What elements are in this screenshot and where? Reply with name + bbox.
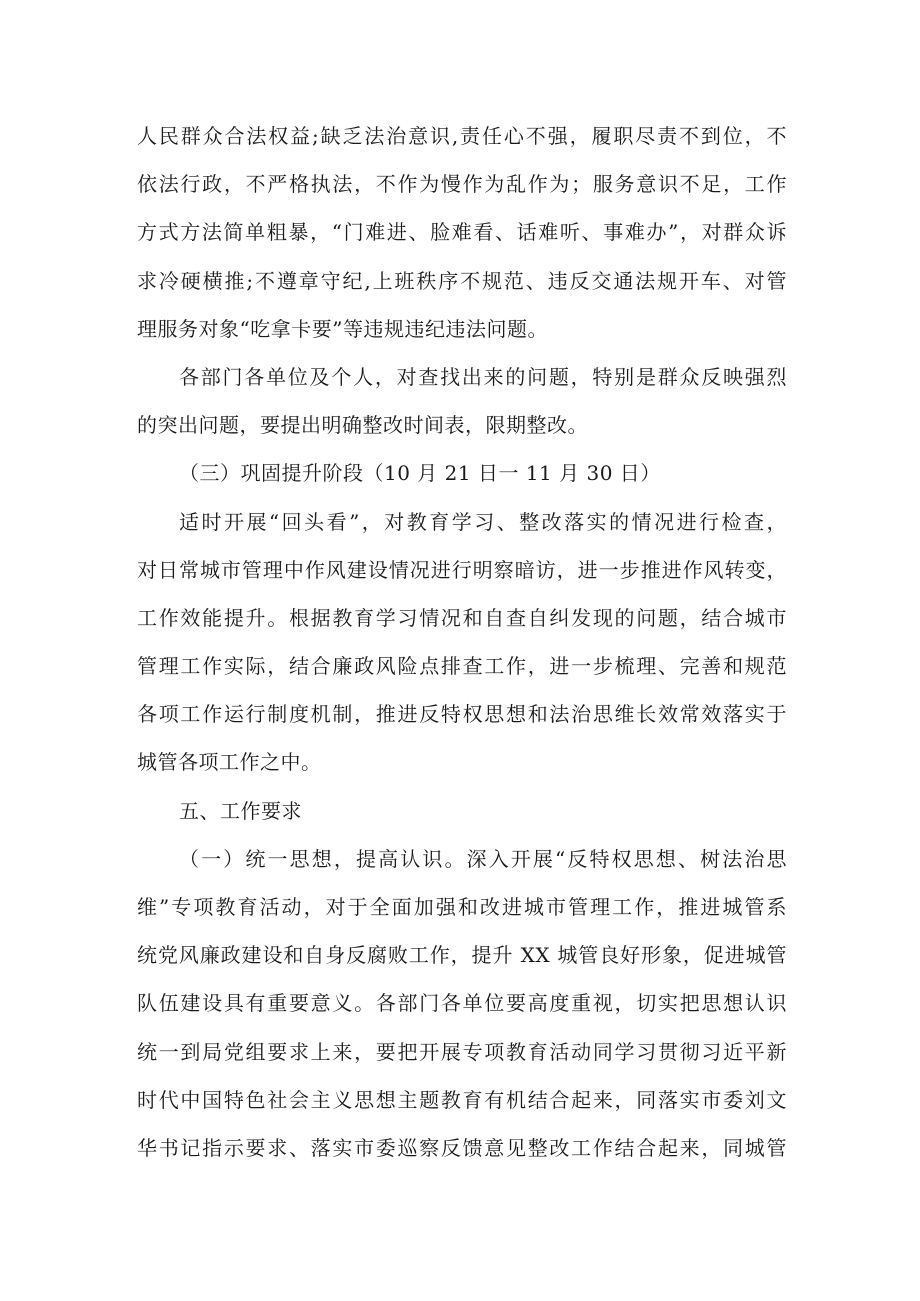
paragraph-line: 管理工作实际，结合廉政风险点排查工作，进一步梳理、完善和规范 <box>137 654 787 679</box>
document-body <box>137 112 787 1172</box>
paragraph-line: 队伍建设具有重要意义。各部门各单位要高度重视，切实把思想认识 <box>137 991 787 1016</box>
paragraph-line: 统一到局党组要求上来，要把开展专项教育活动同学习贯彻习近平新 <box>137 1039 787 1064</box>
paragraph-line: 维”专项教育活动，对于全面加强和改进城市管理工作，推进城管系 <box>137 895 787 919</box>
paragraph-line: 城管各项工作之中。 <box>137 750 322 775</box>
paragraph-line: 时代中国特色社会主义思想主题教育有机结合起来，同落实市委刘文 <box>137 1087 787 1112</box>
paragraph-line: 各部门各单位及个人，对查找出来的问题，特别是群众反映强烈 <box>179 364 787 389</box>
paragraph-line: 工作效能提升。根据教育学习情况和自查自纠发现的问题，结合城市 <box>137 605 787 630</box>
paragraph-line: （一）统一思想，提高认识。深入开展“反特权思想、树法治思 <box>179 846 787 871</box>
paragraph-line: 求冷硬横推;不遵章守纪,上班秩序不规范、违反交通法规开车、对管 <box>137 268 787 293</box>
paragraph-line: 依法行政，不严格执法，不作为慢作为乱作为；服务意识不足，工作 <box>137 172 787 197</box>
paragraph-line: 对日常城市管理中作风建设情况进行明察暗访，进一步推进作风转变， <box>137 557 787 582</box>
section-heading-consolidation-stage: （三）巩固提升阶段（10 月 21 日一 11 月 30 日） <box>179 461 661 486</box>
paragraph-line: 方式方法简单粗暴，“门难进、脸难看、话难听、事难办”，对群众诉 <box>137 220 787 245</box>
paragraph-line: 统党风廉政建设和自身反腐败工作，提升 XX 城管良好形象，促进城管 <box>137 943 787 968</box>
paragraph-line: 理服务对象“吃拿卡要”等违规违纪违法问题。 <box>137 316 548 341</box>
section-heading-work-requirements: 五、工作要求 <box>179 798 302 823</box>
paragraph-line: 华书记指示要求、落实市委巡察反馈意见整改工作结合起来，同城管 <box>137 1135 787 1160</box>
paragraph-line: 适时开展“回头看”，对教育学习、整改落实的情况进行检查， <box>179 509 787 534</box>
paragraph-line: 的突出问题，要提出明确整改时间表，限期整改。 <box>137 413 588 438</box>
paragraph-line: 各项工作运行制度机制，推进反特权思想和法治思维长效常效落实于 <box>137 702 787 727</box>
paragraph-line: 人民群众合法权益;缺乏法治意识,责任心不强，履职尽责不到位，不 <box>137 124 787 148</box>
